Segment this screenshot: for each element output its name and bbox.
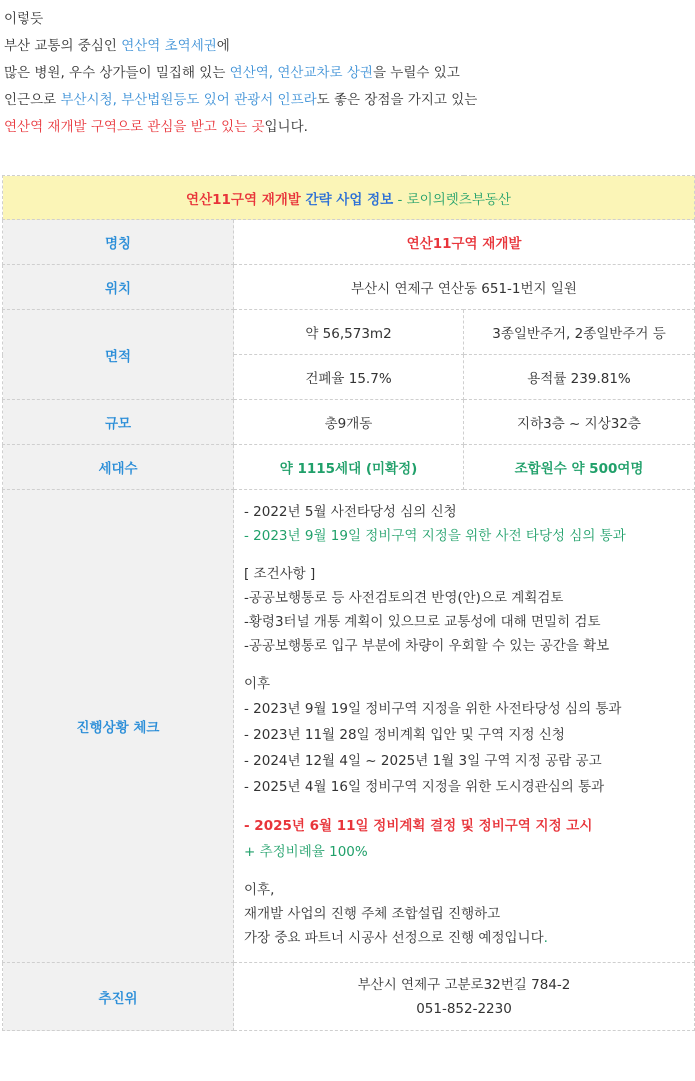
intro-text-2a: 부산 교통의 중심인: [4, 38, 122, 54]
row-value-bcr: 건폐율 15.7%: [234, 355, 464, 400]
intro-text-5b: 입니다.: [264, 119, 308, 135]
table-row-name: [3, 220, 695, 265]
row-label-committee: 추진위: [3, 963, 234, 1031]
intro-line-4: [4, 87, 691, 114]
intro-text-3a: 많은 병원, 우수 상가들이 밀집해 있는: [4, 65, 230, 81]
condition-item: -공공보행통로 입구 부분에 차량이 우회할 수 있는 공간을 확보: [244, 638, 610, 654]
table-row-households: [3, 445, 695, 490]
progress-content: [234, 490, 695, 963]
intro-line-1: [4, 6, 691, 33]
intro-text: [0, 0, 695, 141]
intro-highlight-station: 연산역 초역세권: [121, 38, 217, 54]
intro-text-2c: 에: [216, 38, 230, 54]
row-value-area-zone: 3종일반주거, 2종일반주거 등: [464, 310, 695, 355]
intro-highlight-commercial: 연산역, 연산교차로 상권: [229, 65, 373, 81]
condition-item: -황령3터널 개통 계획이 있으므로 교통성에 대해 면밀히 검토: [244, 614, 601, 630]
row-value-contact: [234, 963, 695, 1031]
row-label-name: 명칭: [3, 220, 234, 265]
conditions-title: [ 조건사항 ]: [244, 566, 316, 582]
table-row-contact: [3, 963, 695, 1031]
progress-item-highlight: - 2023년 9월 19일 정비구역 지정을 위한 사전 타당성 심의 통과: [244, 528, 626, 544]
row-value-name: 연산11구역 재개발: [234, 220, 695, 265]
next-step-dot: .: [543, 930, 548, 946]
project-info-table: [2, 175, 695, 1031]
next-step-item: 재개발 사업의 진행 주체 조합설립 진행하고: [244, 906, 501, 922]
progress-item: - 2023년 9월 19일 정비구역 지정을 위한 사전타당성 심의 통과: [244, 701, 622, 717]
intro-line-3: [4, 60, 691, 87]
row-value-floors: 지하3층 ~ 지상32층: [464, 400, 695, 445]
row-value-far: 용적률 239.81%: [464, 355, 695, 400]
committee-phone: 051-852-2230: [416, 1000, 512, 1017]
row-label-progress: 진행상황 체크: [3, 490, 234, 963]
table-row-progress: [3, 490, 695, 963]
intro-line-5: [4, 114, 691, 141]
title-project-name: 연산11구역 재개발: [186, 191, 301, 208]
row-value-location: 부산시 연제구 연산동 651-1번지 일원: [234, 265, 695, 310]
table-row-location: [3, 265, 695, 310]
row-value-buildings: 총9개동: [234, 400, 464, 445]
table-row-area-1: [3, 310, 695, 355]
row-value-households: 약 1115세대 (미확정): [234, 445, 464, 490]
row-label-households: 세대수: [3, 445, 234, 490]
table-row-scale: [3, 400, 695, 445]
progress-item: - 2024년 12월 4일 ~ 2025년 1월 3일 구역 지정 공람 공고: [244, 753, 602, 769]
next-step-item: [244, 926, 684, 950]
row-label-location: 위치: [3, 265, 234, 310]
next-step-text: 가장 중요 파트너 시공사 선정으로 진행 예정입니다: [244, 930, 544, 946]
row-label-area: 면적: [3, 310, 234, 400]
intro-highlight-interest: 연산역 재개발 구역으로 관심을 받고 있는 곳: [4, 119, 265, 135]
row-value-area-size: 약 56,573m2: [234, 310, 464, 355]
intro-line-2: [4, 33, 691, 60]
estimated-ratio: + 추정비례율 100%: [244, 844, 368, 860]
table-title-row: [3, 176, 695, 220]
table-title: [3, 176, 695, 220]
after-label-2: 이후,: [244, 882, 275, 898]
intro-text-4a: 인근으로: [4, 92, 61, 108]
committee-address: 부산시 연제구 고분로32번길 784-2: [357, 976, 571, 993]
intro-text-3c: 을 누릴수 있고: [372, 65, 460, 81]
intro-text-1: 이렇듯: [4, 11, 44, 27]
after-label: 이후: [244, 676, 271, 692]
intro-highlight-infra: 부산시청, 부산법원등도 있어 관광서 인프라: [60, 92, 317, 108]
title-info-label: 간략 사업 정보: [300, 191, 394, 208]
progress-item: - 2025년 4월 16일 정비구역 지정을 위한 도시경관심의 통과: [244, 779, 605, 795]
row-label-scale: 규모: [3, 400, 234, 445]
progress-item: - 2023년 11월 28일 정비계획 입안 및 구역 지정 신청: [244, 727, 565, 743]
progress-final-notice: - 2025년 6월 11일 정비계획 결정 및 정비구역 지정 고시: [244, 818, 593, 834]
condition-item: -공공보행통로 등 사전검토의견 반영(안)으로 계획검토: [244, 590, 564, 606]
row-value-members: 조합원수 약 500여명: [464, 445, 695, 490]
intro-text-4c: 도 좋은 장점을 가지고 있는: [316, 92, 478, 108]
title-source: - 로이의렛츠부동산: [393, 191, 511, 208]
progress-item: - 2022년 5월 사전타당성 심의 신청: [244, 504, 457, 520]
